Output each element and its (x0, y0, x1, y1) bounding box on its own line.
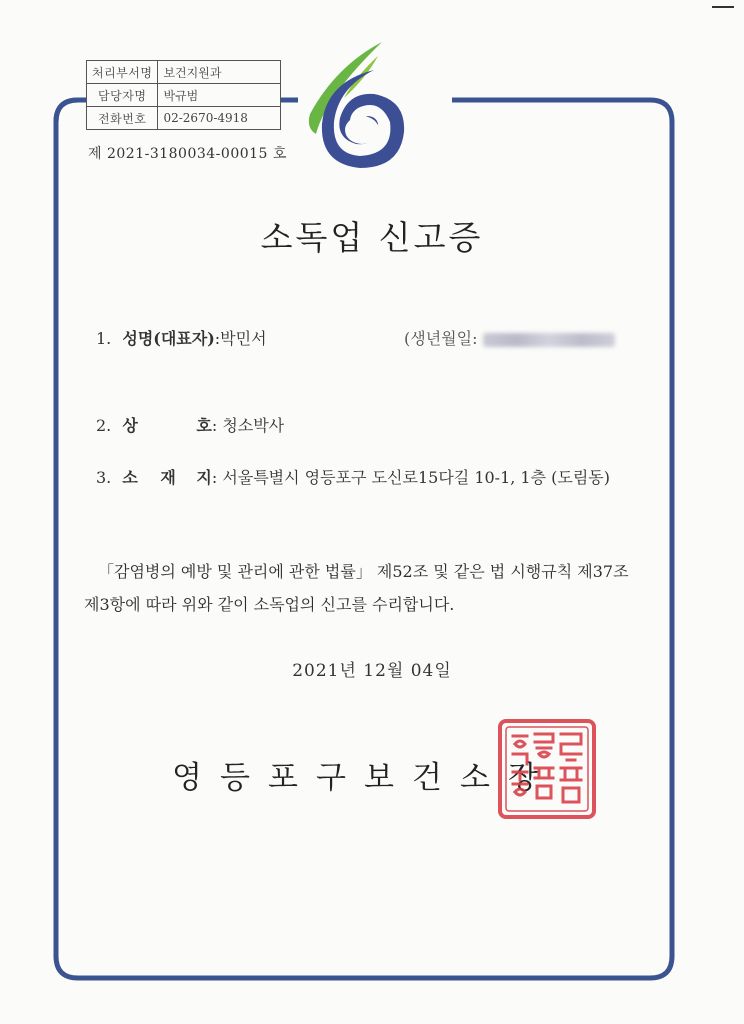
issuer-char: 장 (508, 760, 538, 796)
field-separator: : (211, 416, 218, 435)
name-label: 성명(대표자) (122, 329, 215, 348)
field-number: 2. (96, 416, 112, 435)
dept-label: 처리부서명 (87, 61, 158, 84)
phone-label: 전화번호 (87, 107, 158, 130)
name-field (96, 326, 267, 349)
redacted-birthdate (483, 333, 615, 347)
trade-label-b: 호 (196, 416, 212, 435)
birth-field (404, 326, 615, 349)
address-label-b: 재 (160, 468, 176, 487)
address-field (96, 465, 610, 488)
issuer-char: 보 (364, 760, 394, 796)
address-label-c: 지 (196, 468, 212, 487)
issuer-char: 소 (460, 760, 490, 796)
official-seal-icon (497, 718, 597, 820)
page-title: 소독업 신고증 (260, 218, 484, 257)
trade-name-field (96, 413, 284, 436)
field-number: 1. (96, 329, 112, 348)
table-row (87, 107, 281, 130)
table-row (87, 84, 281, 107)
manager-label: 담당자명 (87, 84, 158, 107)
name-value: 박민서 (220, 329, 267, 348)
birth-label: (생년월일: (404, 329, 478, 348)
statement (84, 555, 644, 621)
issuer-char: 등 (220, 760, 250, 796)
field-number: 3. (96, 468, 112, 487)
document-number: 제 2021-3180034-00015 호 (88, 146, 287, 162)
issuer-char: 포 (268, 760, 298, 796)
issuer-char: 영 (172, 760, 202, 796)
trade-label-a: 상 (122, 416, 138, 435)
dept-value: 보건지원과 (158, 61, 281, 84)
table-row (87, 61, 281, 84)
trade-value: 청소박사 (222, 416, 285, 435)
phone-value: 02-2670-4918 (158, 107, 281, 130)
issue-date: 2021년 12월 04일 (292, 661, 452, 681)
issuer-char: 구 (316, 760, 346, 796)
issuer-char: 건 (412, 760, 442, 796)
field-separator: : (214, 329, 221, 348)
manager-value: 박규범 (158, 84, 281, 107)
info-table (86, 60, 281, 130)
district-emblem-icon (296, 36, 426, 176)
field-separator: : (211, 468, 218, 487)
address-label-a: 소 (122, 468, 138, 487)
address-value: 서울특별시 영등포구 도신로15다길 10-1, 1층 (도림동) (222, 468, 611, 487)
statement-line-1: 「감염병의 예방 및 관리에 관한 법률」 제52조 및 같은 법 시행규칙 제37조 (98, 562, 629, 581)
statement-line-2: 제3항에 따라 위와 같이 소독업의 신고를 수리합니다. (84, 595, 455, 614)
